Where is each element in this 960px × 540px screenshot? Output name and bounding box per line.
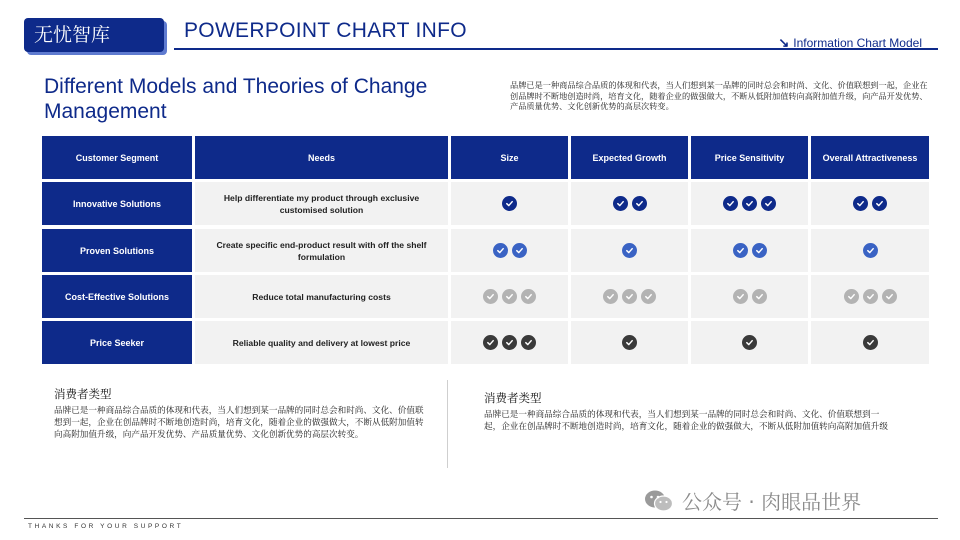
check-circle-icon (752, 243, 767, 258)
row-segment-label: Innovative Solutions (42, 182, 192, 225)
check-circle-icon (483, 335, 498, 350)
arrow-down-right-icon: ↘ (778, 35, 790, 50)
rating-cell (691, 275, 808, 318)
section-divider (447, 380, 448, 468)
check-circle-icon (863, 289, 878, 304)
check-circle-icon (853, 196, 868, 211)
header-title: POWERPOINT CHART INFO (184, 19, 467, 42)
check-circle-icon (872, 196, 887, 211)
check-circle-icon (882, 289, 897, 304)
check-circle-icon (723, 196, 738, 211)
footer-divider (24, 518, 938, 519)
rating-cell (811, 275, 929, 318)
rating-checks (483, 335, 536, 350)
rating-cell (811, 182, 929, 225)
rating-checks (603, 289, 656, 304)
check-circle-icon (844, 289, 859, 304)
rating-cell (451, 229, 568, 272)
row-segment-label: Cost-Effective Solutions (42, 275, 192, 318)
brand-logo: 无忧智库 (24, 18, 164, 52)
rating-checks (844, 289, 897, 304)
row-segment-label: Proven Solutions (42, 229, 192, 272)
row-needs-text: Create specific end-product result with off the shelf formulation (195, 229, 448, 272)
row-segment-label: Price Seeker (42, 321, 192, 364)
check-circle-icon (622, 243, 637, 258)
column-header: Customer Segment (42, 136, 192, 179)
column-header: Overall Attractiveness (811, 136, 929, 179)
rating-checks (483, 289, 536, 304)
rating-checks (723, 196, 776, 211)
row-needs-text: Help differentiate my product through exclusive customised solution (195, 182, 448, 225)
rating-checks (493, 243, 527, 258)
rating-checks (733, 289, 767, 304)
row-needs-text: Reliable quality and delivery at lowest price (195, 321, 448, 364)
check-circle-icon (761, 196, 776, 211)
check-circle-icon (632, 196, 647, 211)
rating-cell (571, 229, 688, 272)
rating-checks (863, 335, 878, 350)
check-circle-icon (521, 289, 536, 304)
page-title: Different Models and Theories of Change Management (44, 75, 428, 123)
rating-checks (742, 335, 757, 350)
rating-checks (622, 335, 637, 350)
rating-checks (613, 196, 647, 211)
check-circle-icon (512, 243, 527, 258)
check-circle-icon (622, 335, 637, 350)
rating-cell (811, 229, 929, 272)
column-header: Size (451, 136, 568, 179)
watermark-text: 公众号 · 肉眼品世界 (682, 490, 862, 514)
check-circle-icon (493, 243, 508, 258)
check-circle-icon (742, 196, 757, 211)
rating-checks (733, 243, 767, 258)
check-circle-icon (603, 289, 618, 304)
chart-model-text: Information Chart Model (793, 36, 922, 50)
column-header: Price Sensitivity (691, 136, 808, 179)
check-circle-icon (483, 289, 498, 304)
rating-checks (622, 243, 637, 258)
check-circle-icon (863, 243, 878, 258)
check-circle-icon (733, 243, 748, 258)
check-circle-icon (733, 289, 748, 304)
check-circle-icon (742, 335, 757, 350)
rating-cell (451, 182, 568, 225)
check-circle-icon (752, 289, 767, 304)
check-circle-icon (641, 289, 656, 304)
intro-paragraph: 品牌已是一种商品综合品质的体现和代表，当人们想到某一品牌的同时总会和时尚、文化、价值联想到一起，企业在创品牌时不断地创造时尚，培育文化，随着企业的做强做大，不断从低附加值转向高附加值升级，向产品开发优势、产品质量优势、文化创新优势的高层次转变。 (510, 80, 928, 111)
section-body-right: 品牌已是一种商品综合品质的体现和代表，当人们想到某一品牌的同时总会和时尚、文化、价值联想到一起，企业在创品牌时不断地创造时尚，培育文化，随着企业的做强做大，不断从低附加值转向高附加值升级 (484, 410, 888, 432)
check-circle-icon (863, 335, 878, 350)
check-circle-icon (502, 196, 517, 211)
rating-cell (811, 321, 929, 364)
check-circle-icon (622, 289, 637, 304)
section-title-left: 消费者类型 (54, 387, 112, 401)
rating-cell (571, 182, 688, 225)
check-circle-icon (613, 196, 628, 211)
rating-cell (691, 321, 808, 364)
row-needs-text: Reduce total manufacturing costs (195, 275, 448, 318)
wechat-icon (644, 489, 674, 513)
rating-cell (571, 321, 688, 364)
column-header: Needs (195, 136, 448, 179)
watermark (644, 486, 861, 515)
rating-checks (502, 196, 517, 211)
rating-cell (451, 275, 568, 318)
rating-checks (853, 196, 887, 211)
footer-text: THANKS FOR YOUR SUPPORT (28, 523, 184, 530)
check-circle-icon (502, 335, 517, 350)
rating-cell (451, 321, 568, 364)
check-circle-icon (521, 335, 536, 350)
column-header: Expected Growth (571, 136, 688, 179)
check-circle-icon (502, 289, 517, 304)
rating-cell (571, 275, 688, 318)
rating-checks (863, 243, 878, 258)
rating-cell (691, 182, 808, 225)
section-title-right: 消费者类型 (484, 391, 542, 405)
rating-cell (691, 229, 808, 272)
section-body-left: 品牌已是一种商品综合品质的体现和代表，当人们想到某一品牌的同时总会和时尚、文化、价值联想到一起，企业在创品牌时不断地创造时尚，培育文化，随着企业的做强做大，不断从低附加值转向高附加值升级，向产品开发优势、产品质量优势、文化创新优势的高层次转变。 (54, 406, 424, 440)
chart-model-label (778, 35, 922, 51)
